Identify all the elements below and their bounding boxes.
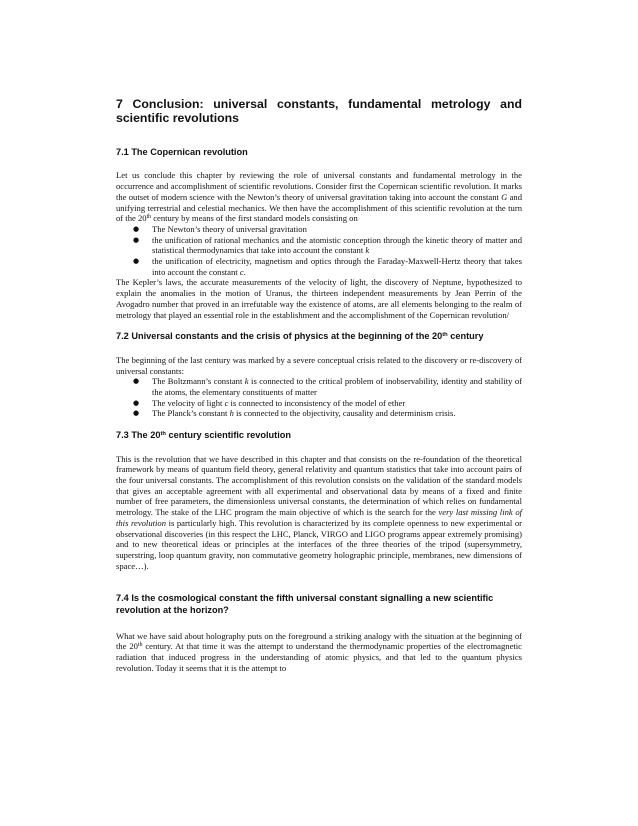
section-7-1-paragraph-1: Let us conclude this chapter by reviewing the role of universal constants and fundamental metrology in the occurrence and accomplishment of scientific revolutions. Consider first the Copernican scientific revolution. It marks the outset of modern science with the Newton’s theory of universal gravitation taking into account the constant G and unifying terrestrial and celestial mechanics. We then have the accomplishment of this scientific revolution at the turn of the 20th century by means of the first standard models consisting on [116, 170, 522, 224]
section-7-4-paragraph-1: What we have said about holography puts on the foreground a striking analogy with the situation at the beginning of the 20th century. At that time it was the attempt to understand the thermodynamic properties of the electromagnetic radiation that induced progress in the understanding of atomic physics, and that led to the quantum physics revolution. Today it seems that it is the attempt to [116, 630, 522, 673]
section-7-heading: 7 Conclusion: universal constants, fundamental metrology and scientific revolutions [116, 97, 522, 126]
list-item: ● The Boltzmann’s constant k is connected to the critical problem of inobservability, identity and stability of the atoms, the elementary constituents of matter [133, 376, 522, 397]
section-7-3-heading: 7.3 The 20th century scientific revolution [116, 430, 292, 441]
emphasis-text: very last missing link of this revolution [116, 507, 523, 528]
section-7-2-heading: 7.2 Universal constants and the crisis of physics at the beginning of the 20th century [116, 331, 484, 342]
bullet-icon: ● [133, 224, 140, 233]
list-item: ● The velocity of light c is connected to inconsistency of the model of ether [133, 397, 406, 408]
section-7-1-paragraph-2: The Kepler’s laws, the accurate measurements of the velocity of light, the discovery of Neptune, hypothesized to explain the anomalies in the motion of Uranus, the thirteen independent measurements by Jean Perrin of the Avogadro number that proved in an irrefutable way the existence of atoms, are all elements belonging to the realm of metrology that played an essential role in the establishment and the accomplishment of the Copernican revolution/ [116, 277, 522, 320]
list-item: ● The Planck’s constant h is connected to the objectivity, causality and determinism crisis. [133, 408, 456, 419]
bullet-icon: ● [133, 235, 140, 244]
constants-crisis-list [116, 376, 522, 419]
constant-g: G [501, 191, 508, 202]
page-content [116, 97, 522, 673]
section-7-3-paragraph-1: This is the revolution that we have described in this chapter and that consists on the re-foundation of the theoretical framework by means of quantum field theory, general relativity and quantum statistics that take into account pairs of the four universal constants. The accomplishment of this revolution consists on the validation of the standard models that gives an acceptable agreement with all experimental and observational data by means of a fixed and finite number of free parameters, the dimensionless universal constants, the determination of which relies on fundamental metrology. The stake of the LHC program the main objective of which is the search for the very last missing link of this revolution is particularly high. This revolution is characterized by its complete openness to new experimental or observational discoveries (in this respect the LHC, Planck, VIRGO and LIGO programs appear extremely promising) and to new theoretical ideas or principles at the interfaces of the three theories of the tripod (supersymmetry, superstring, loop quantum gravity, non commutative geometry holographic principle, membranes, new dimensions of space…). [116, 453, 523, 571]
bullet-icon: ● [133, 377, 140, 386]
standard-models-list [116, 224, 522, 278]
bullet-icon: ● [133, 409, 140, 418]
bullet-icon: ● [133, 257, 140, 266]
list-item: ● the unification of rational mechanics and the atomistic conception through the kinetic theory of matter and statistical thermodynamics that take into account the constant k [133, 234, 522, 256]
section-7-1-heading: 7.1 The Copernican revolution [116, 146, 248, 157]
section-7-2-paragraph-1: The beginning of the last century was marked by a severe conceptual crisis related to the discovery or re-discovery of universal constants: [116, 354, 522, 376]
bullet-icon: ● [133, 398, 140, 407]
section-7-4-heading: 7.4 Is the cosmological constant the fifth universal constant signalling a new scientific revolution at the horizon? [116, 593, 494, 615]
list-item: ● The Newton’s theory of universal gravitation [133, 223, 307, 234]
list-item: ● the unification of electricity, magnetism and optics through the Faraday-Maxwell-Hertz theory that takes into account the constant c. [133, 256, 522, 277]
